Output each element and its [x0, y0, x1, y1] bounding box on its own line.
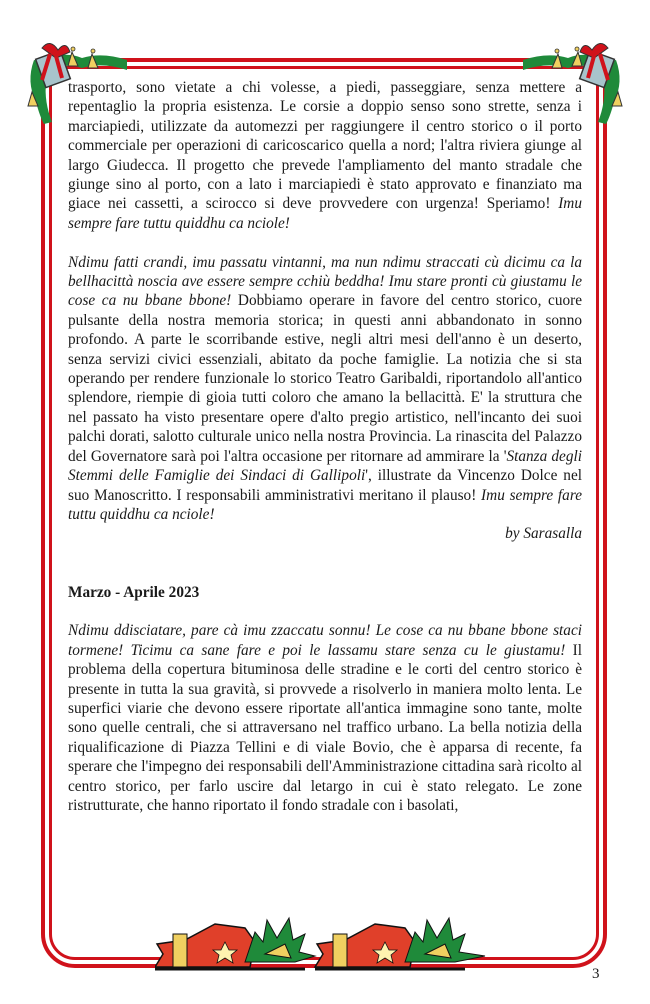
paragraph-text: trasporto, sono vietate a chi volesse, a piedi, passeggiare, senza mettere a repentaglio la propria esistenza. Le corsie a doppio senso sono strette, senza i marciapiedi, utilizzate da automezzi per raggiungere il centro storico o il porto commerciale per operazioni di caricoscarico quella a nord; l'altra riviera giunge al largo Giudecca. Il progetto che prevede l'ampliamento del manto stradale che giunge sino al porto, con a lato i marciapiedi è stato approvato e finanziato ma giace nei cassetti, a scirocco si deve provvedere con urgenza! Speriamo!	[68, 79, 582, 213]
paragraph-1	[68, 78, 582, 233]
italic-title: Stanza degli Stemmi delle Famiglie dei Sindaci di Gallipoli	[68, 447, 582, 485]
dialect-phrase: Imu sempre fare tuttu quiddhu ca nciole!	[68, 486, 582, 523]
christmas-bottom-garland-icon	[155, 912, 495, 974]
paragraph-text: Il problema della copertura bituminosa delle stradine e le corti del centro storico è presente in tutta la sua gravità, si provvede a risolverlo in maniera molto lenta. Le superfici viarie che devono essere riportate all'antica immagine sono tante, molte sono quelle centrali, che si attraversano nel traffico urbano. La bella notizia della riqualificazione di Piazza Tellini e di viale Bovio, che è apparsa di recente, fa sperare che l'impegno dei responsabili dell'Amministrazione cittadina sarà ricolto al centro storico, per farlo uscire dal letargo in cui è stato relegato. Le zone ristrutturate, che hanno riportato il fondo stradale con i basolati,	[68, 641, 582, 814]
paragraph-text: ', illustrate da Vincenzo Dolce nel suo Manoscritto. I responsabili amministrativi meritano il plauso!	[68, 467, 582, 504]
dialect-phrase: Ndimu fatti crandi, imu passatu vintanni, ma nun ndimu straccati cù dicimu ca la bellhacittà noscia ave essere sempre cchiù beddha! Imu stare pronti cù giustamu le cose ca nu bbane bbone!	[68, 253, 582, 310]
paragraph-2	[68, 253, 582, 525]
article-body	[68, 78, 582, 815]
dialect-phrase: Ndimu ddisciatare, pare cà imu zzaccatu sonnu! Le cose ca nu bbane bbone staci tormene! Ticimu ca sane fare e poi le lassamu stare senza cu le giustamu!	[68, 622, 582, 659]
paragraph-text: Dobbiamo operare in favore del centro storico, cuore pulsante della nostra memoria storica; in questi anni abbandonato in sonno profondo. A parte le scorribande estive, negli altri mesi dell'anno è un deserto, senza servizi civici essenziali, abitato da poche famiglie. La notizia che si sta operando per rendere funzionale lo storico Teatro Garibaldi, riportandolo all'antico splendore, riempie di gioia tutti coloro che amano la bellacittà. E' la struttura che nel passato ha visto presentare opere d'alto pregio artistico, nell'incanto dei suoi palchi dorati, salotto culturale unico nella nostra Provincia. La rinascita del Palazzo del Governatore sarà poi l'altra occasione per ritornare ad ammirare la '	[68, 292, 582, 465]
dialect-phrase: Imu sempre fare tuttu quiddhu ca nciole!	[68, 195, 582, 232]
paragraph-3	[68, 621, 582, 815]
section-heading: Marzo - Aprile 2023	[68, 583, 200, 601]
author-signature: by Sarasalla	[505, 525, 582, 543]
page-number: 3	[592, 966, 600, 982]
